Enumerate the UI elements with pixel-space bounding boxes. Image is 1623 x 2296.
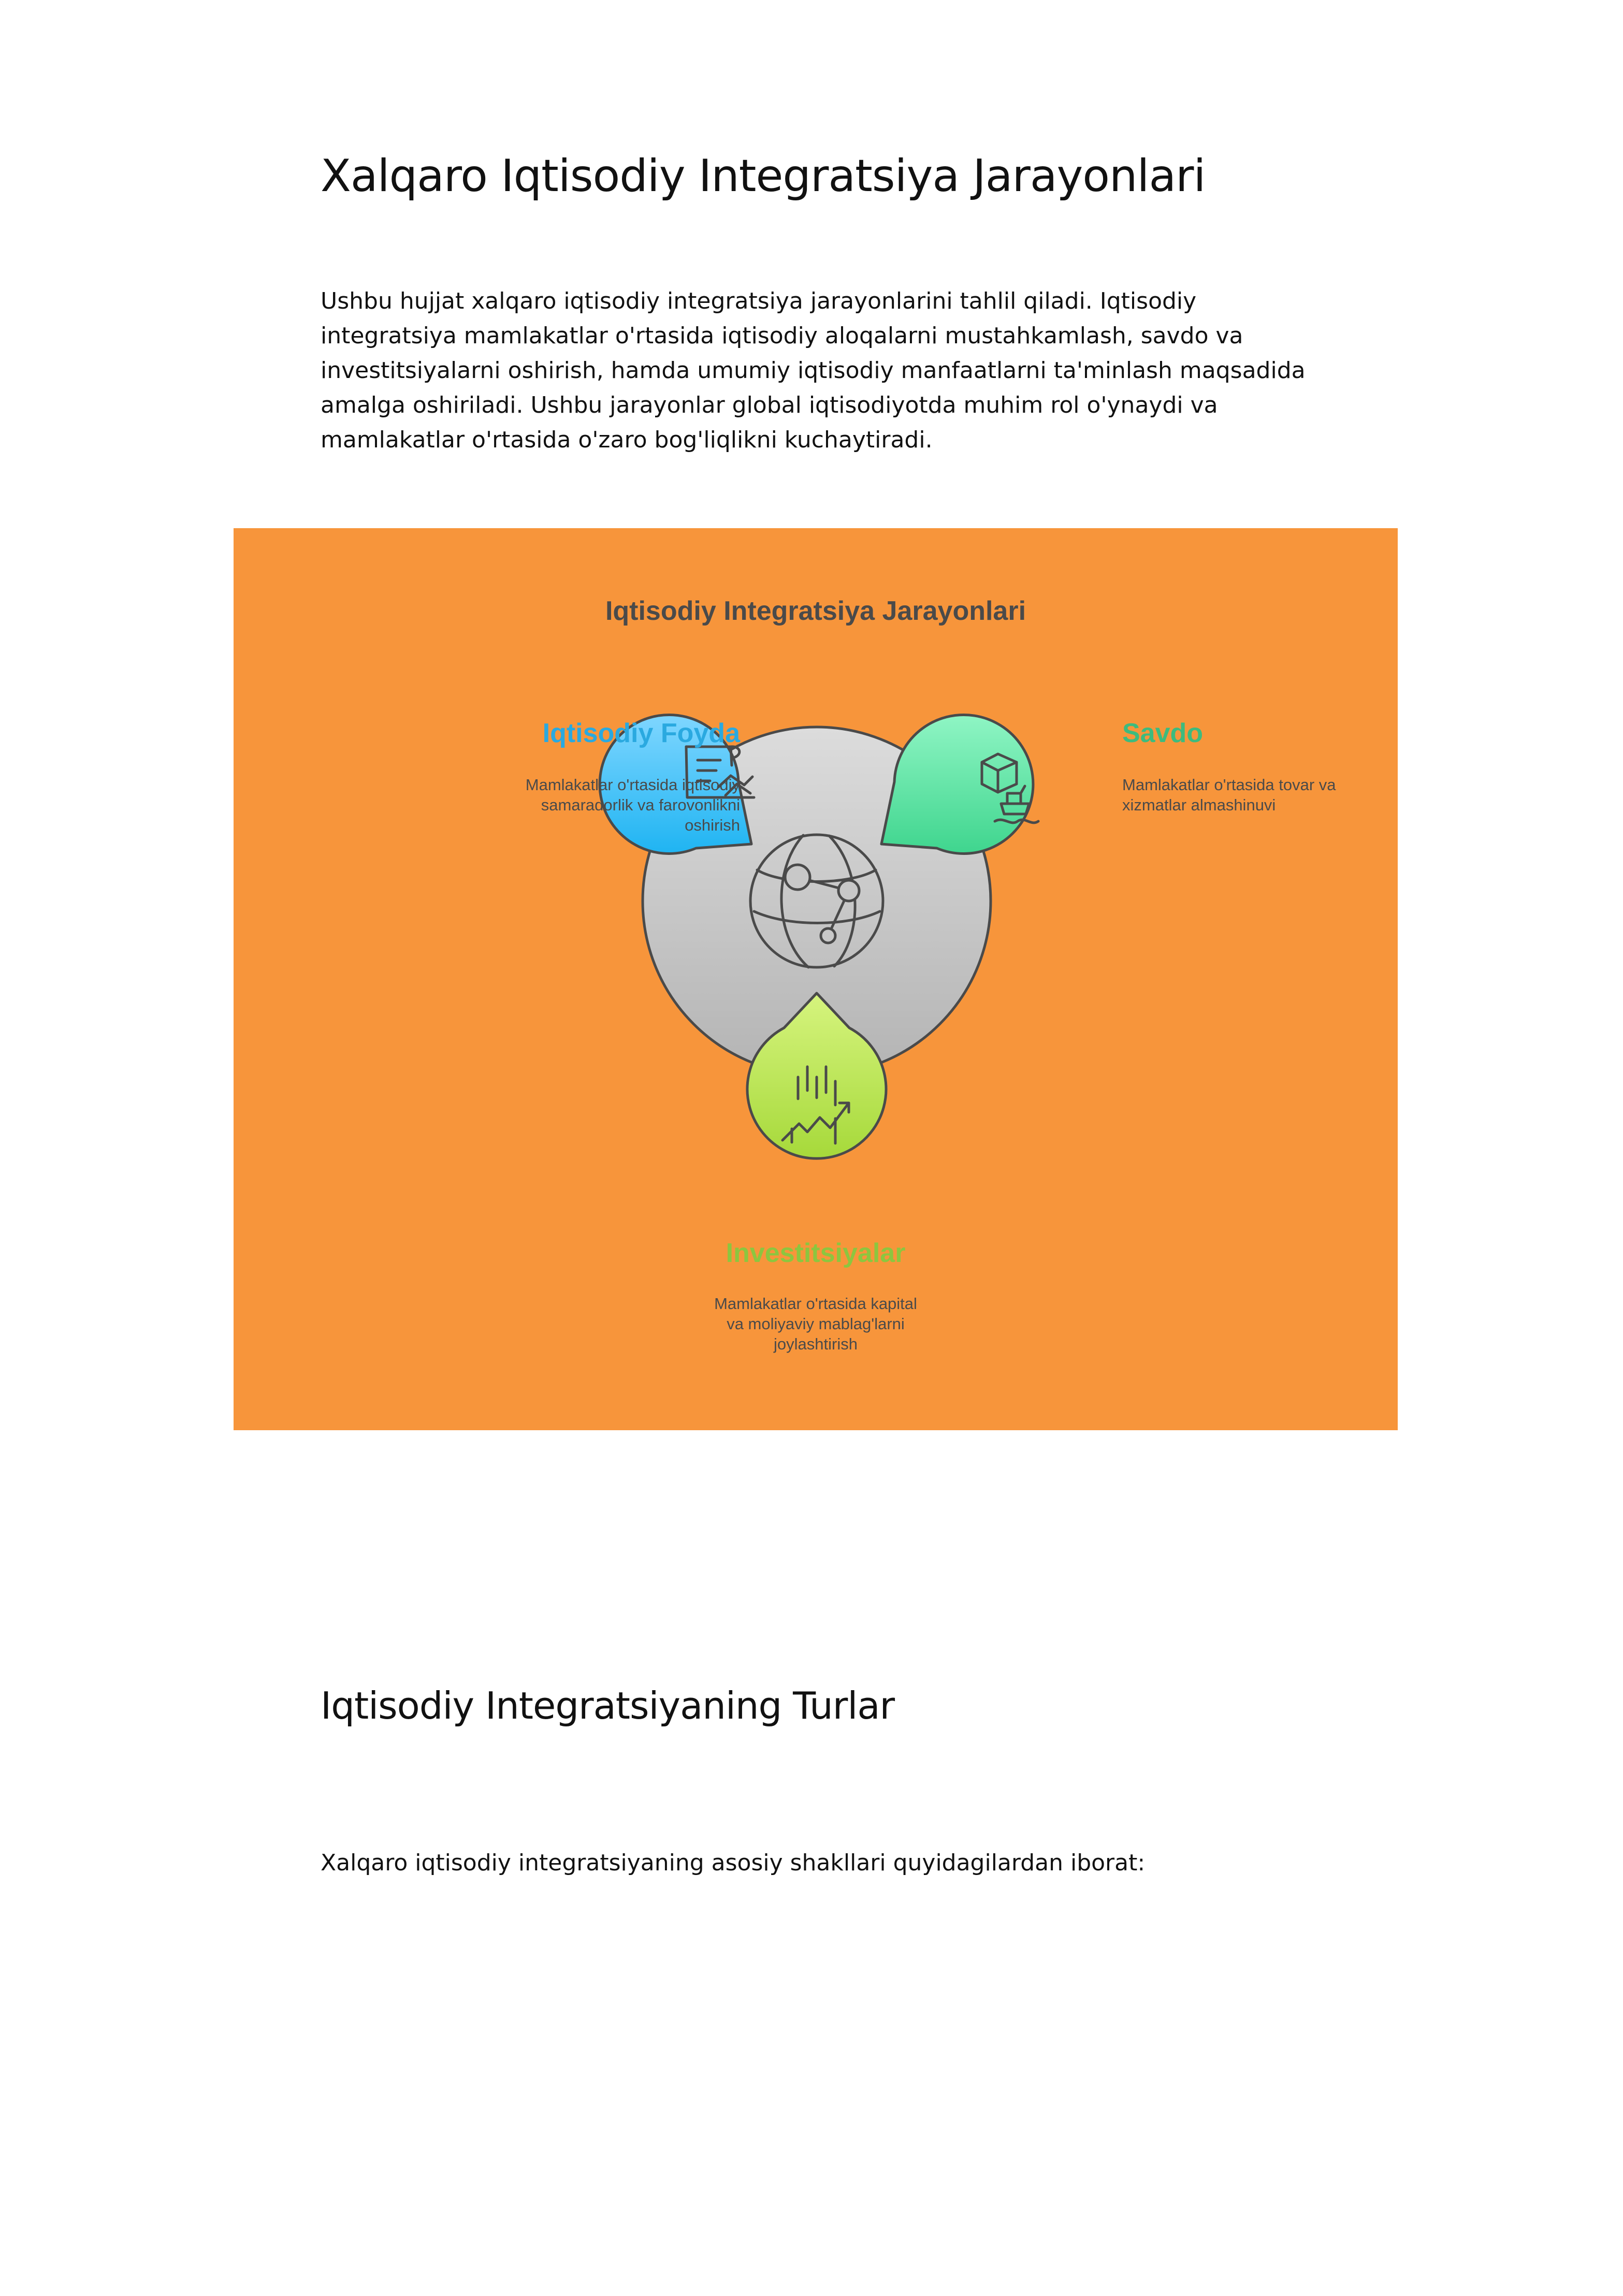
foyda-description <box>471 775 740 835</box>
foyda-description-line: samaradorlik va farovonlikni <box>541 796 740 814</box>
investitsiyalar-description-line: va moliyaviy mablag'larni <box>727 1315 905 1333</box>
savdo-title: Savdo <box>1122 718 1204 748</box>
foyda-description-line: Mamlakatlar o'rtasida iqtisodiy <box>525 776 740 794</box>
investitsiyalar-description <box>234 1294 1398 1354</box>
investitsiyalar-description-line: joylashtirish <box>774 1335 858 1353</box>
intro-paragraph: Ushbu hujjat xalqaro iqtisodiy integratsiya jarayonlarini tahlil qiladi. Iqtisodiy integratsiya mamlakatlar o'rtasida iqtisodiy aloqalarni mustahkamlash, savdo va investitsiyalarni oshirish, hamda umumiy iqtisodiy manfaatlarni ta'minlash maqsadida amalga oshiriladi. Ushbu jarayonlar global iqtisodiyotda muhim rol o'ynaydi va mamlakatlar o'rtasida o'zaro bog'liqlikni kuchaytiradi. <box>321 288 1306 453</box>
investitsiyalar-description-line: Mamlakatlar o'rtasida kapital <box>714 1295 917 1313</box>
savdo-drop <box>881 715 1033 853</box>
document-title: Xalqaro Iqtisodiy Integratsiya Jarayonlari <box>321 150 1206 202</box>
foyda-description-line: oshirish <box>685 816 740 834</box>
investitsiyalar-title: Investitsiyalar <box>726 1238 906 1268</box>
foyda-title: Iqtisodiy Foyda <box>542 718 740 748</box>
section-paragraph: Xalqaro iqtisodiy integratsiyaning asosiy shakllari quyidagilardan iborat: <box>321 1850 1146 1876</box>
savdo-description-line: Mamlakatlar o'rtasida tovar va <box>1122 776 1336 794</box>
integration-diagram <box>234 528 1398 1430</box>
savdo-description-line: xizmatlar almashinuvi <box>1122 796 1276 814</box>
section-heading: Iqtisodiy Integratsiyaning Turlar <box>321 1684 895 1727</box>
diagram-title: Iqtisodiy Integratsiya Jarayonlari <box>605 596 1026 626</box>
savdo-description <box>1122 775 1392 815</box>
